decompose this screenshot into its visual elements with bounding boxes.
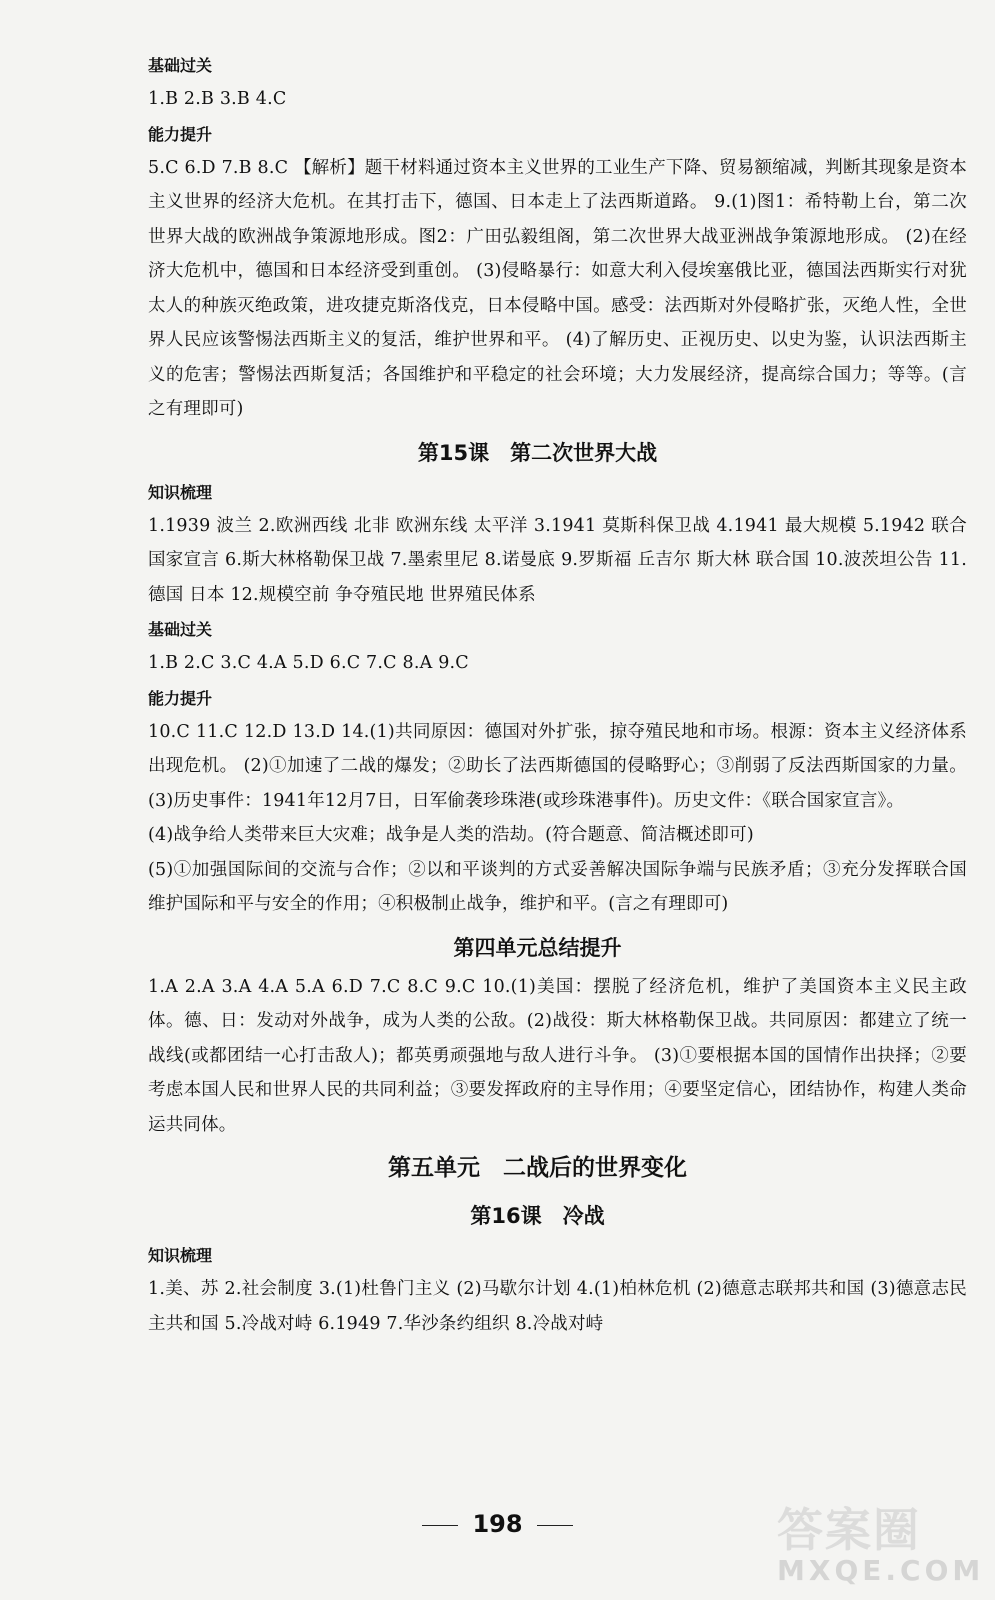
page-number-text: 198 <box>472 1510 523 1538</box>
h-ability-15: 能力提升 <box>148 688 213 708</box>
watermark-logo <box>777 1494 985 1590</box>
answers-ability-15-q4: (4)战争给人类带来巨大灾难；战争是人类的浩劫。(符合题意、简洁概述即可) <box>148 825 754 845</box>
h-knowledge-16: 知识梳理 <box>148 1246 213 1265</box>
unit-5-title: 第五单元 二战后的世界变化 <box>388 1155 687 1181</box>
unit-4-summary-title: 第四单元总结提升 <box>453 935 622 960</box>
dash-right <box>537 1525 573 1526</box>
lesson-16-title: 第16课 冷战 <box>470 1204 605 1228</box>
answers-unit-4: 1.A 2.A 3.A 4.A 5.A 6.D 7.C 8.C 9.C 10.(1)美国：摆脱了经济危机，维护了美国资本主义民主政体。德、日：发动对外战争，成为人类的公敌。(2)战役：斯大林格勒保卫战。共同原因：都建立了统一战线(或都团结一心打击敌人)；都英勇顽强地与敌人进行斗争。 (3)①要根据本国的国情作出抉择；②要考虑本国人民和世界人民的共同利益；③要发挥政府的主导作用；④要坚定信心，团结协作，构建人类命运共同体。 <box>148 976 967 1135</box>
watermark-top: 答案圈 <box>777 1503 921 1557</box>
answers-knowledge-16: 1.美、苏 2.社会制度 3.(1)杜鲁门主义 (2)马歇尔计划 4.(1)柏林危机 (2)德意志联邦共和国 (3)德意志民主共和国 5.冷战对峙 6.1949 7.华沙条约组织 8.冷战对峙 <box>148 1279 967 1334</box>
h-knowledge-15: 知识梳理 <box>148 482 213 502</box>
answers-knowledge-15: 1.1939 波兰 2.欧洲西线 北非 欧洲东线 太平洋 3.1941 莫斯科保卫战 4.1941 最大规模 5.1942 联合国家宣言 6.斯大林格勒保卫战 7.墨索里尼 8.诺曼底 9.罗斯福 丘吉尔 斯大林 联合国 10.波茨坦公告 11.德国 日本 12.规模空前 争夺殖民地 世界殖民体系 <box>148 515 967 605</box>
dash-left <box>422 1525 458 1526</box>
answers-ability-15: 10.C 11.C 12.D 13.D 14.(1)共同原因：德国对外扩张，掠夺殖民地和市场。根源：资本主义经济体系出现危机。 (2)①加速了二战的爆发；②助长了法西斯德国的侵略野心；③削弱了反法西斯国家的力量。 (3)历史事件：1941年12月7日，日军偷袭珍珠港(或珍珠港事件)。历史文件：《联合国家宣言》。 <box>148 721 967 811</box>
h-ability-1: 能力提升 <box>148 124 213 144</box>
lesson-15-title: 第15课 第二次世界大战 <box>417 440 658 465</box>
answers-basic-15: 1.B 2.C 3.C 4.A 5.D 6.C 7.C 8.A 9.C <box>148 653 469 673</box>
answers-ability-1: 5.C 6.D 7.B 8.C 【解析】题干材料通过资本主义世界的工业生产下降、贸易额缩减，判断其现象是资本主义世界的经济大危机。在其打击下，德国、日本走上了法西斯道路。 9.(1)图1：希特勒上台，第二次世界大战的欧洲战争策源地形成。图2：广田弘毅组阁，第二次世界大战亚洲战争策源地形成。 (2)在经济大危机中，德国和日本经济受到重创。 (3)侵略暴行：如意大利入侵埃塞俄比亚，德国法西斯实行对犹太人的种族灭绝政策，进攻捷克斯洛伐克，日本侵略中国。感受：法西斯对外侵略扩张，灭绝人性，全世界人民应该警惕法西斯主义的复活，维护世界和平。 (4)了解历史、正视历史、以史为鉴，认识法西斯主义的危害；警惕法西斯复活；各国维护和平稳定的社会环境；大力发展经济，提高综合国力；等等。(言之有理即可) <box>148 157 967 419</box>
answers-basic-1: 1.B 2.B 3.B 4.C <box>148 89 287 109</box>
answers-ability-15-q5: (5)①加强国际间的交流与合作；②以和平谈判的方式妥善解决国际争端与民族矛盾；③充分发挥联合国维护国际和平与安全的作用；④积极制止战争，维护和平。(言之有理即可) <box>148 859 967 914</box>
h-basic-15: 基础过关 <box>148 620 213 639</box>
watermark-bottom: MXQE.COM <box>777 1554 985 1587</box>
h-basic-1: 基础过关 <box>148 56 213 75</box>
